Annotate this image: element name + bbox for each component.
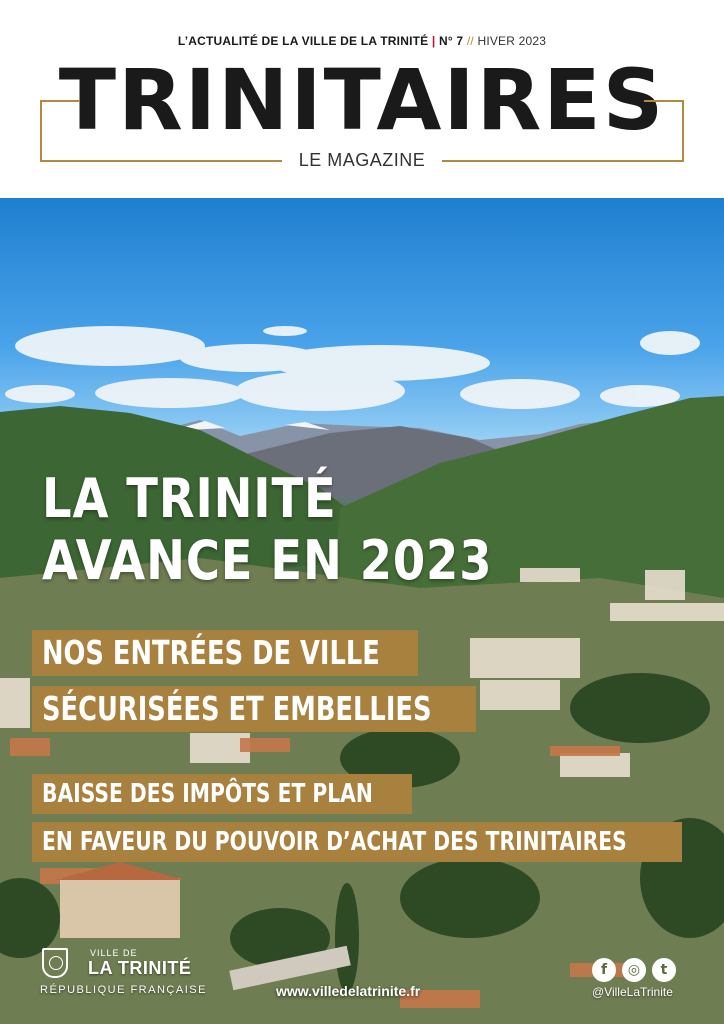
twitter-icon[interactable]: t (652, 958, 676, 982)
tagline-separator: | (431, 34, 436, 48)
cover-photo (0, 198, 724, 1024)
cover-headline (42, 468, 492, 592)
facebook-icon[interactable]: f (592, 958, 616, 982)
social-links (592, 958, 676, 982)
magazine-subtitle: LE MAGAZINE (298, 150, 426, 170)
tagline-separator-2: // (466, 34, 474, 48)
landscape-illustration (0, 198, 724, 1024)
website-link[interactable]: www.villedelatrinite.fr (276, 983, 421, 999)
feature-banner-impots (32, 774, 412, 814)
banner-text-2: SÉCURISÉES ET EMBELLIES (42, 689, 432, 728)
banner-text-1: NOS ENTRÉES DE VILLE (42, 633, 380, 672)
issue-number: N° 7 (439, 34, 464, 48)
magazine-title: TRINITAIRES (58, 51, 666, 149)
city-prefix: VILLE DE (90, 948, 138, 958)
republic-label: RÉPUBLIQUE FRANÇAISE (40, 984, 207, 996)
feature-banner-pouvoir-achat (32, 822, 682, 862)
city-name: LA TRINITÉ (88, 958, 192, 978)
feature-banner-securisees (32, 686, 476, 732)
banner-text-3: BAISSE DES IMPÔTS ET PLAN (42, 779, 373, 809)
tagline-text: L’ACTUALITÉ DE LA VILLE DE LA TRINITÉ (177, 34, 429, 48)
instagram-icon[interactable]: ◎ (622, 958, 646, 982)
headline-line-1: LA TRINITÉ (42, 467, 337, 530)
issue-season: HIVER 2023 (477, 34, 547, 48)
city-crest-icon (42, 948, 68, 978)
tagline (0, 34, 724, 48)
social-handle[interactable]: @VilleLaTrinite (592, 985, 673, 999)
feature-banner-entrees (32, 630, 418, 676)
masthead (0, 0, 724, 198)
banner-text-4: EN FAVEUR DU POUVOIR D’ACHAT DES TRINITAIRES (42, 827, 627, 857)
headline-line-2: AVANCE EN 2023 (42, 529, 493, 592)
